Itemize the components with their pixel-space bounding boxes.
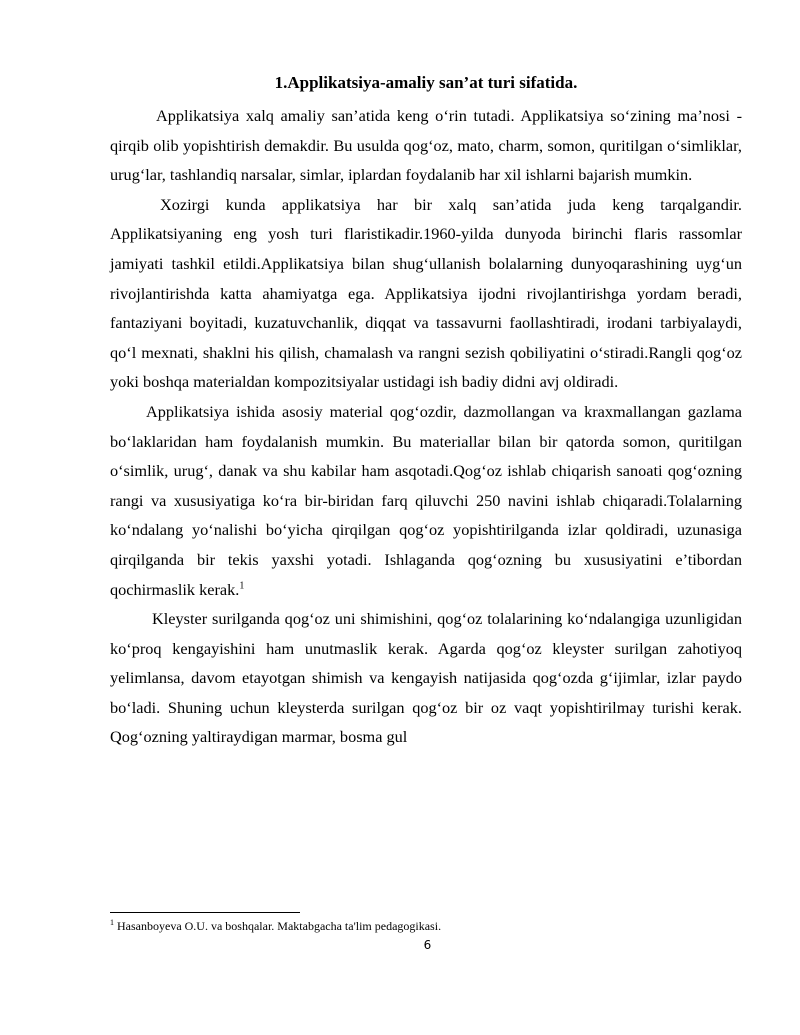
footnote-text: Hasanboyeva O.U. va boshqalar. Maktabgacha ta'lim pedagogikasi.	[114, 919, 442, 933]
footnote-separator	[110, 912, 300, 913]
footnote-marker: 1	[110, 918, 114, 927]
section-title: 1.Applikatsiya-amaliy san’at turi sifatida.	[274, 73, 578, 92]
footnote	[110, 918, 742, 934]
document-body	[110, 101, 742, 752]
paragraph-2: Xozirgi kunda applikatsiya har bir xalq san’atida juda keng tarqalgandir. Applikatsiyaning eng yosh turi flaristikadir.1960-yilda dunyoda birinchi flaris rassomlar jamiyati tashkil etildi.Applikatsiya bilan shug‘ullanish bolalarning dunyoqarashining uyg‘un rivojlantirishda katta ahamiyatga ega. Applikatsiya ijodni rivojlantirishga yordam beradi, fantaziyani boyitadi, kuzatuvchanlik, diqqat va tassavurni faollashtiradi, irodani tarbiyalaydi, qo‘l mexnati, shaklni his qilish, chamalash va rangni sezish qobiliyatini o‘stiradi.Rangli qog‘oz yoki boshqa materialdan kompozitsiyalar ustidagi ish badiy didni avj oldiradi.	[110, 194, 742, 392]
paragraph-3-text: Applikatsiya ishida asosiy material qog‘ozdir, dazmollangan va kraxmallangan gazlama bo‘laklaridan ham foydalanish mumkin. Bu materiallar bilan bir qatorda somon, quritilgan o‘simlik, urug‘, danak va shu kabilar ham asqotadi.Qog‘oz ishlab chiqarish sanoati qog‘ozning rangi va xususiyatiga ko‘ra bir-biridan farq qiluvchi 250 navini ishlab chiqaradi.Tolalarning ko‘ndalang yo‘nalishi bo‘yicha qirqilgan qog‘oz yopishtirilganda izlar qoldiradi, uzunasiga qirqilganda bir tekis yaxshi yotadi. Ishlaganda qog‘ozning bu xususiyatini e’tibordan qochirmaslik kerak.	[110, 401, 742, 599]
paragraph-1: Applikatsiya xalq amaliy san’atida keng o‘rin tutadi. Applikatsiya so‘zining ma’nosi -qirqib olib yopishtirish demakdir. Bu usulda qog‘oz, mato, charm, somon, quritilgan o‘simliklar, urug‘lar, tashlandiq narsalar, simlar, iplardan foydalanib har xil ishlarni bajarish mumkin.	[110, 106, 742, 185]
page-number: 6	[423, 938, 432, 952]
paragraph-3	[110, 397, 742, 604]
paragraph-4: Kleyster surilganda qog‘oz uni shimishini, qog‘oz tolalarining ko‘ndalangiga uzunligidan ko‘proq kengayishini ham unutmaslik kerak. Agarda qog‘oz kleyster surilgan zahotiyoq yelimlansa, davom etayotgan shimish va kengayish natijasida qog‘ozda g‘ijimlar, izlar paydo bo‘ladi. Shuning uchun kleysterda surilgan qog‘oz bir oz vaqt yopishtirilmay turishi kerak. Qog‘ozning yaltiraydigan marmar, bosma gul	[110, 609, 742, 747]
footnote-reference[interactable]: 1	[239, 580, 245, 592]
